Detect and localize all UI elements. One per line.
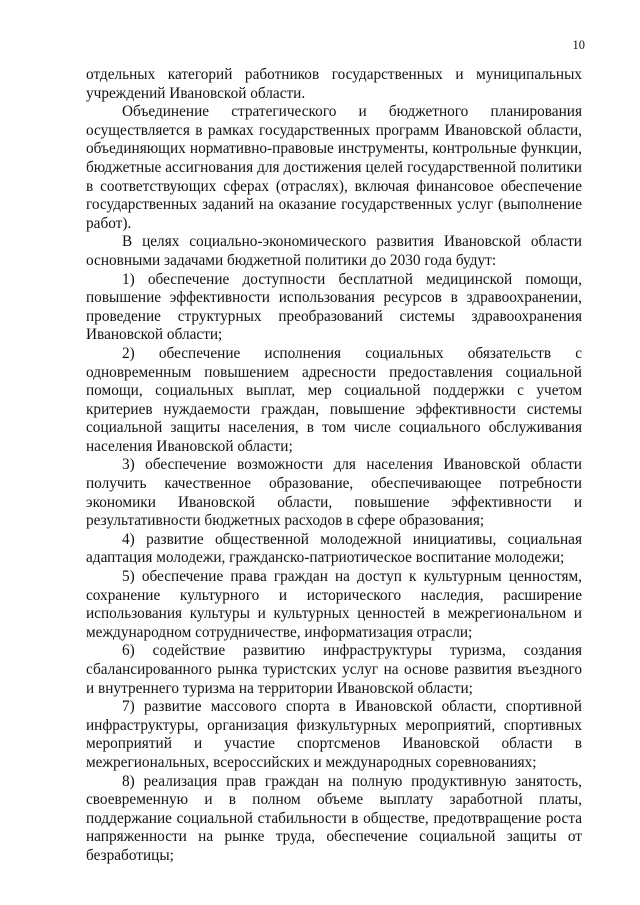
list-item-youth: 4) развитие общественной молодежной инициативы, социальная адаптация молодежи, гражданско-патриотическое воспитание молодежи; [86, 530, 582, 567]
list-item-sport: 7) развитие массового спорта в Ивановской области, спортивной инфраструктуры, организация физкультурных мероприятий, спортивных мероприятий и участие спортсменов Ивановской области в межрегиональных, всероссийских и международных соревнованиях; [86, 698, 582, 771]
page-number: 10 [572, 38, 585, 52]
paragraph-tasks-intro: В целях социально-экономического развития Ивановской области основными задачами бюджетной политики до 2030 года будут: [86, 233, 582, 269]
list-item-education: 3) обеспечение возможности для населения Ивановской области получить качественное образование, обеспечивающее потребности экономики Ивановской области, повышение эффективности и результативности бюджетных расходов в сфере образования; [86, 456, 582, 530]
list-item-social: 2) обеспечение исполнения социальных обязательств с одновременным повышением адресности предоставления социальной помощи, социальных выплат, мер социальной поддержки с учетом критериев нуждаемости граждан, повышение эффективности системы социальной защиты населения, в том числе социального обслуживания населения Ивановской области; [86, 344, 582, 455]
list-item-healthcare: 1) обеспечение доступности бесплатной медицинской помощи, повышение эффективности использования ресурсов в здравоохранении, проведение структурных преобразований системы здравоохранения Ивановской области; [86, 270, 582, 344]
document-body [86, 66, 582, 866]
paragraph-planning: Объединение стратегического и бюджетного планирования осуществляется в рамках государственных программ Ивановской области, объединяющих нормативно-правовые инструменты, контрольные функции, бюджетные ассигнования для достижения целей государственной политики в соответствующих сферах (отраслях), включая финансовое обеспечение государственных заданий на оказание государственных услуг (выполнение работ). [86, 103, 582, 232]
list-item-tourism: 6) содействие развитию инфраструктуры туризма, создания сбалансированного рынка туристских услуг на основе развития въездного и внутреннего туризма на территории Ивановской области; [86, 642, 582, 697]
paragraph-continuation: отдельных категорий работников государственных и муниципальных учреждений Ивановской области. [86, 66, 582, 102]
list-item-employment: 8) реализация прав граждан на полную продуктивную занятость, своевременную и в полном объеме выплату заработной платы, поддержание социальной стабильности в обществе, предотвращение роста напряженности на рынке труда, обеспечение социальной защиты от безработицы; [86, 772, 582, 864]
list-item-culture: 5) обеспечение права граждан на доступ к культурным ценностям, сохранение культурного и исторического наследия, расширение использования культуры и культурных ценностей в межрегиональном и международном сотрудничестве, информатизация отрасли; [86, 568, 582, 641]
